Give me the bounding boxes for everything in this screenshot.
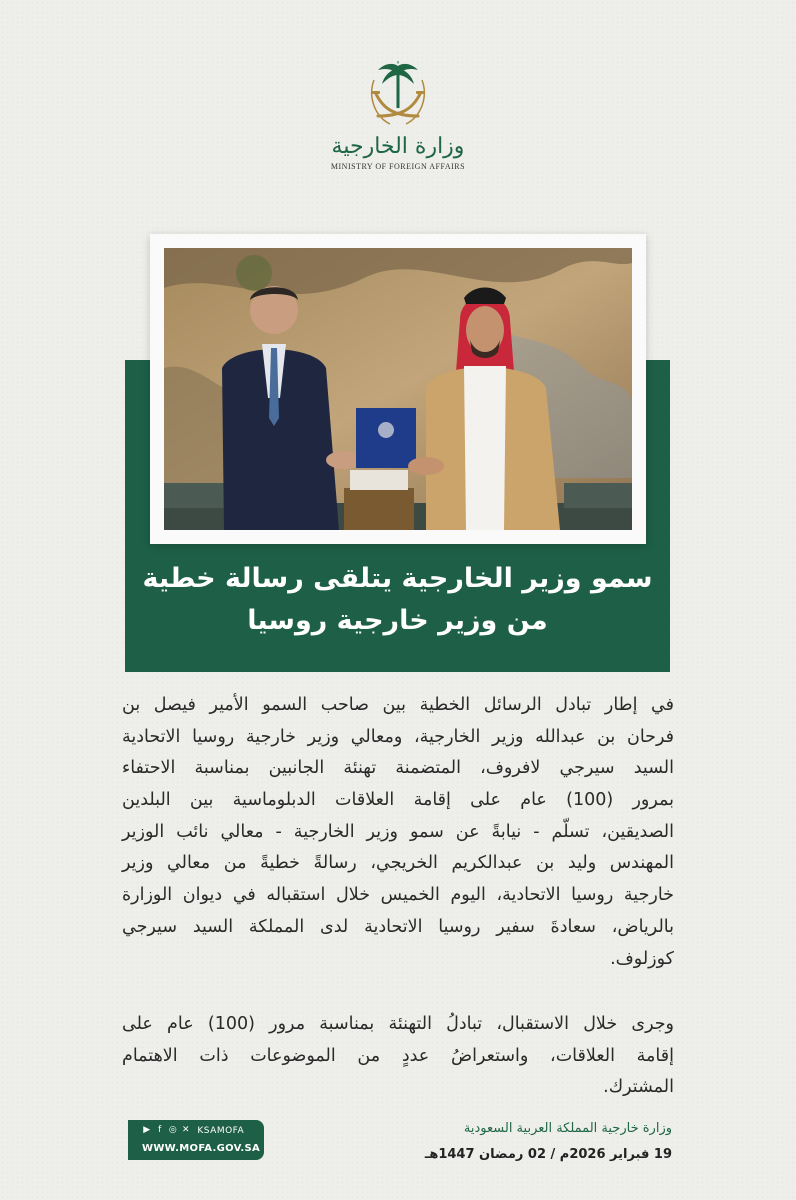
text-line: إقامة العلاقات، واستعراضُ عددٍ من الموضوعات ذات الاهتمام [122,1045,674,1066]
instagram-icon[interactable]: ◎ [168,1125,178,1135]
palm-swords-emblem-icon [366,60,430,130]
text-line: المهندس وليد بن عبدالكريم الخريجي، رسالةً خطيةً من معالي وزير [122,853,674,874]
social-handle[interactable]: KSAMOFA [197,1126,245,1136]
headline-line-1: سمو وزير الخارجية يتلقى رسالة خطية [142,563,653,594]
text-line: خارجية روسيا الاتحادية، اليوم الخميس خلال استقباله في ديوان الوزارة [122,885,674,906]
text-line: المشترك. [603,1077,674,1098]
logo-english-name: MINISTRY OF FOREIGN AFFAIRS [330,162,466,171]
meeting-photo [164,248,632,530]
headline-line-2: من وزير خارجية روسيا [247,605,548,636]
text-line: الصديقين، تسلّم - نيابةً عن سمو وزير الخارجية - معالي نائب الوزير [122,821,674,842]
photo-illustration [164,248,632,530]
social-row [142,1126,244,1136]
text-line: السيد سيرجي لافروف، المتضمنة تهنئة الجانبين بمناسبة الاحتفاء [122,758,674,779]
text-line: وجرى خلال الاستقبال، تبادلُ التهنئة بمناسبة مرور (100) عام على [122,1014,675,1034]
article-paragraph-2 [122,1009,674,1104]
text-line: في إطار تبادل الرسائل الخطية بين صاحب السمو الأمير فيصل بن [122,695,674,715]
organization-name: وزارة خارجية المملكة العربية السعودية [463,1121,672,1136]
website-link[interactable]: WWW.MOFA.GOV.SA [142,1143,261,1154]
headline [125,558,670,642]
photo-frame [150,234,646,544]
text-line: بمرور (100) عام على إقامة العلاقات الدبلوماسية بين البلدين [122,790,675,811]
logo-arabic-name: وزارة الخارجية [331,134,465,159]
ministry-logo [323,60,473,180]
x-icon[interactable]: ✕ [181,1125,191,1135]
social-badge [128,1120,264,1160]
footer-signature [412,1118,672,1166]
article-paragraph-1 [122,690,674,975]
facebook-icon[interactable]: f [158,1125,162,1135]
publish-date: 19 فبراير 2026م / 02 رمضان 1447هـ [424,1147,672,1162]
youtube-icon[interactable]: ▶ [143,1125,151,1135]
text-line: بالرياض، سعادةَ سفير روسيا الاتحادية لدى المملكة السيد سيرجي [122,916,674,937]
text-line: كوزلوف. [610,948,674,969]
text-line: فرحان بن عبدالله وزير الخارجية، ومعالي وزير خارجية روسيا الاتحادية [122,726,674,747]
